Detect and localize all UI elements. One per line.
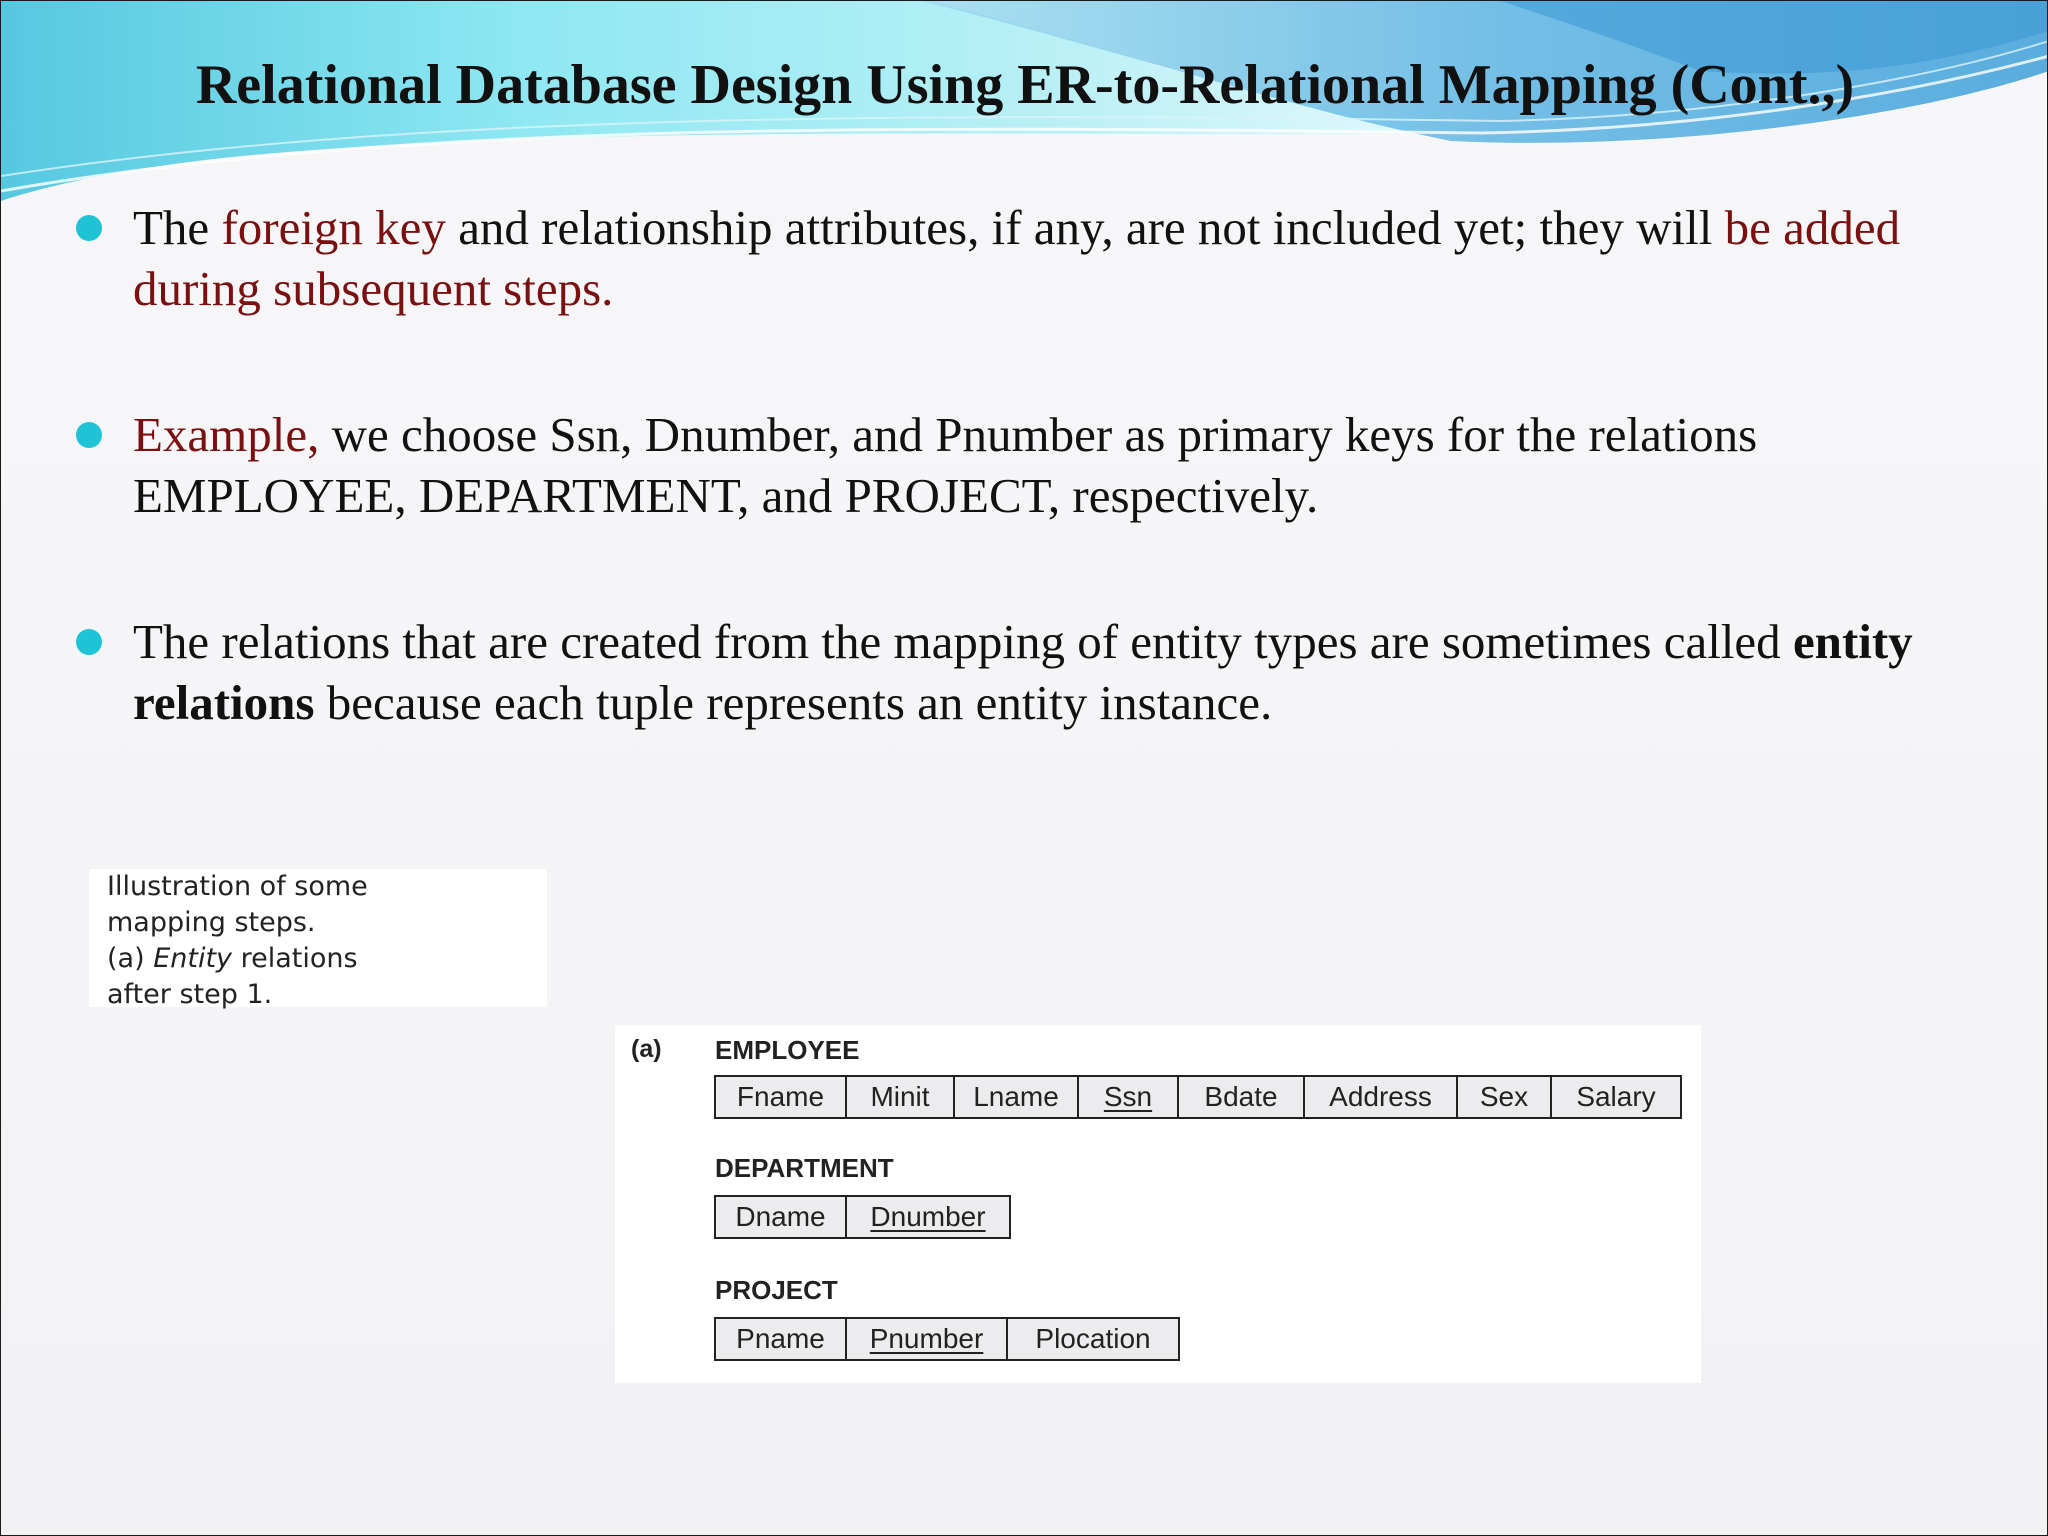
relation-name-project: PROJECT bbox=[715, 1275, 838, 1305]
caption-line: (a) Entity relations bbox=[107, 943, 358, 974]
relation-row-department bbox=[714, 1195, 1011, 1239]
attribute-cell-pk: Ssn bbox=[1079, 1077, 1179, 1117]
relation-schema-figure bbox=[615, 1025, 1701, 1383]
attribute-cell: Address bbox=[1305, 1077, 1458, 1117]
attribute-cell: Dname bbox=[716, 1197, 847, 1237]
attribute-cell: Salary bbox=[1576, 1081, 1656, 1112]
bullet-text: Example, we choose Ssn, Dnumber, and Pnumber as primary keys for the relations EMPLOYEE, DEPARTMENT, and PROJECT, respectively. bbox=[133, 407, 1758, 523]
bullet-text: The foreign key and relationship attributes, if any, are not included yet; they will be added during subsequent steps. bbox=[133, 200, 1901, 316]
bullet-dot-icon bbox=[76, 629, 102, 655]
attribute-cell: Plocation bbox=[1035, 1323, 1151, 1354]
attribute-cell: Lname bbox=[955, 1077, 1079, 1117]
attribute-cell: Pname bbox=[716, 1319, 847, 1359]
attribute-cell: Sex bbox=[1458, 1077, 1552, 1117]
bullet-item bbox=[73, 404, 1973, 526]
caption-line: Illustration of some bbox=[107, 871, 368, 902]
bullet-list bbox=[73, 197, 1973, 818]
attribute-cell: Fname bbox=[716, 1077, 847, 1117]
slide-title: Relational Database Design Using ER-to-Relational Mapping (Cont.,) bbox=[195, 54, 1855, 116]
caption-line: after step 1. bbox=[107, 979, 273, 1010]
bullet-dot-icon bbox=[76, 215, 102, 241]
figure-label: (a) bbox=[631, 1035, 662, 1063]
relation-row-employee bbox=[714, 1075, 1682, 1119]
attribute-cell: Bdate bbox=[1179, 1077, 1305, 1117]
attribute-cell-pk: Pnumber bbox=[847, 1319, 1008, 1359]
caption-line: mapping steps. bbox=[107, 907, 316, 938]
bullet-item bbox=[73, 197, 1973, 319]
relation-name-department: DEPARTMENT bbox=[715, 1153, 894, 1183]
figure-caption bbox=[89, 869, 547, 1010]
bullet-item bbox=[73, 611, 1973, 733]
bullet-text: The relations that are created from the mapping of entity types are sometimes called entity relations because each tuple represents an entity instance. bbox=[133, 614, 1913, 730]
relation-name-employee: EMPLOYEE bbox=[715, 1035, 860, 1065]
bullet-dot-icon bbox=[76, 422, 102, 448]
attribute-cell-pk: Dnumber bbox=[870, 1201, 986, 1232]
relation-row-project bbox=[714, 1317, 1180, 1361]
attribute-cell: Minit bbox=[847, 1077, 955, 1117]
